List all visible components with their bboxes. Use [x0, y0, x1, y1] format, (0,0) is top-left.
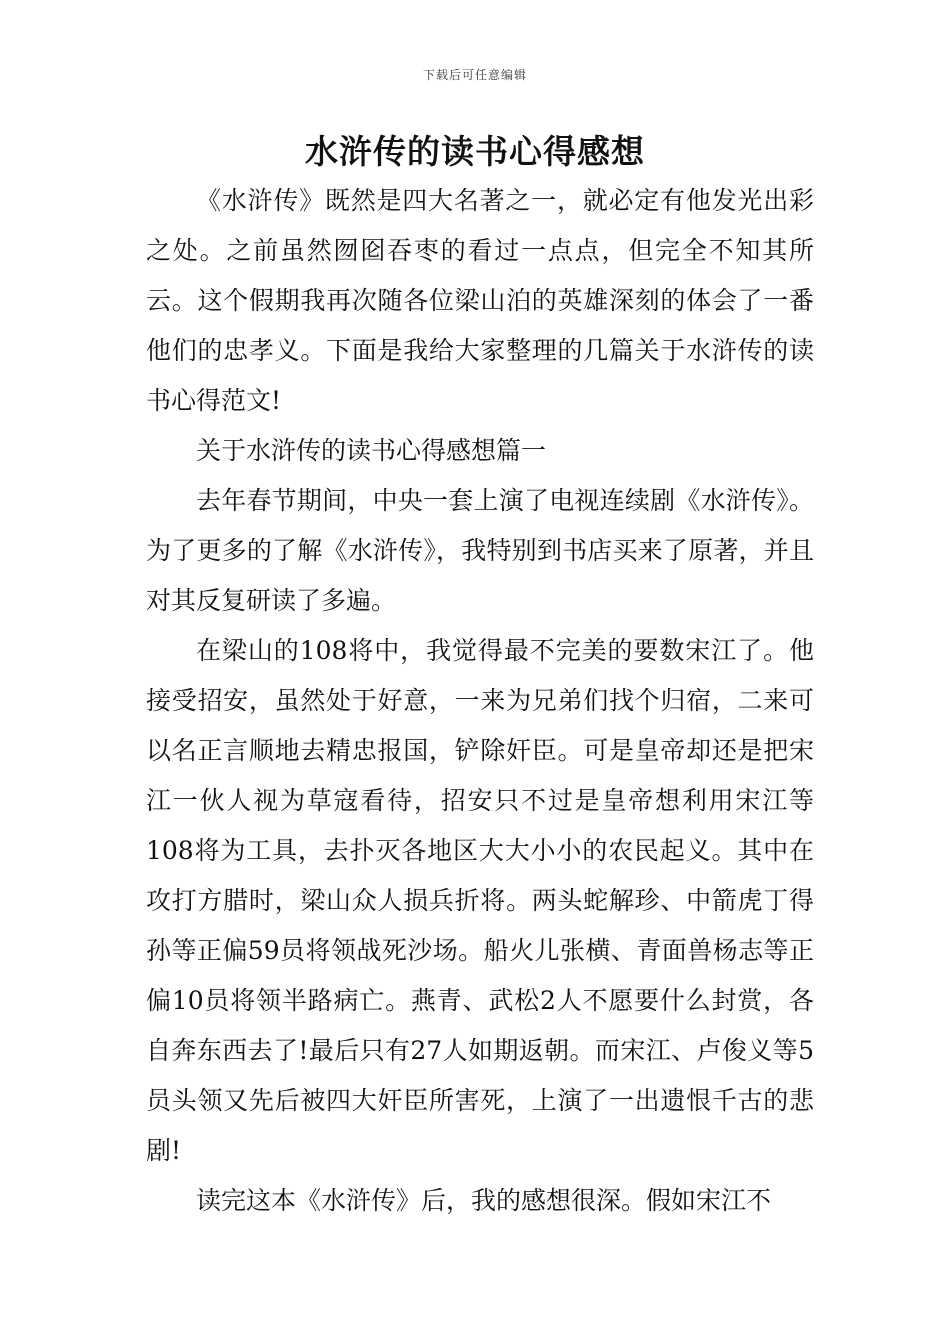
paragraph-intro: 《水浒传》既然是四大名著之一，就必定有他发光出彩之处。之前虽然囫囵吞枣的看过一点点，但完全不知其所云。这个假期我再次随各位梁山泊的英雄深刻的体会了一番他们的忠孝义。下面是我给大家整理的几篇关于水浒传的读书心得范文! — [146, 186, 814, 415]
section-heading: 关于水浒传的读书心得感想篇一 — [196, 436, 547, 465]
header-note: 下载后可任意编辑 — [422, 68, 527, 82]
page-title: 水浒传的读书心得感想 — [305, 132, 645, 171]
document-body — [146, 176, 814, 1226]
paragraph: 在梁山的108将中，我觉得最不完美的要数宋江了。他接受招安，虽然处于好意，一来为兄弟们找个归宿，二来可以名正言顺地去精忠报国，铲除奸臣。可是皇帝却还是把宋江一伙人视为草寇看待，招安只不过是皇帝想利用宋江等108将为工具，去扑灭各地区大大小小的农民起义。其中在攻打方腊时，梁山众人损兵折将。两头蛇解珍、中箭虎丁得孙等正偏59员将领战死沙场。船火儿张横、青面兽杨志等正偏10员将领半路病亡。燕青、武松2人不愿要什么封赏，各自奔东西去了!最后只有27人如期返朝。而宋江、卢俊义等5员头领又先后被四大奸臣所害死，上演了一出遗恨千古的悲剧! — [146, 636, 814, 1165]
paragraph: 去年春节期间，中央一套上演了电视连续剧《水浒传》。为了更多的了解《水浒传》，我特别到书店买来了原著，并且对其反复研读了多遍。 — [146, 486, 814, 615]
paragraph: 读完这本《水浒传》后，我的感想很深。假如宋江不 — [196, 1186, 772, 1215]
